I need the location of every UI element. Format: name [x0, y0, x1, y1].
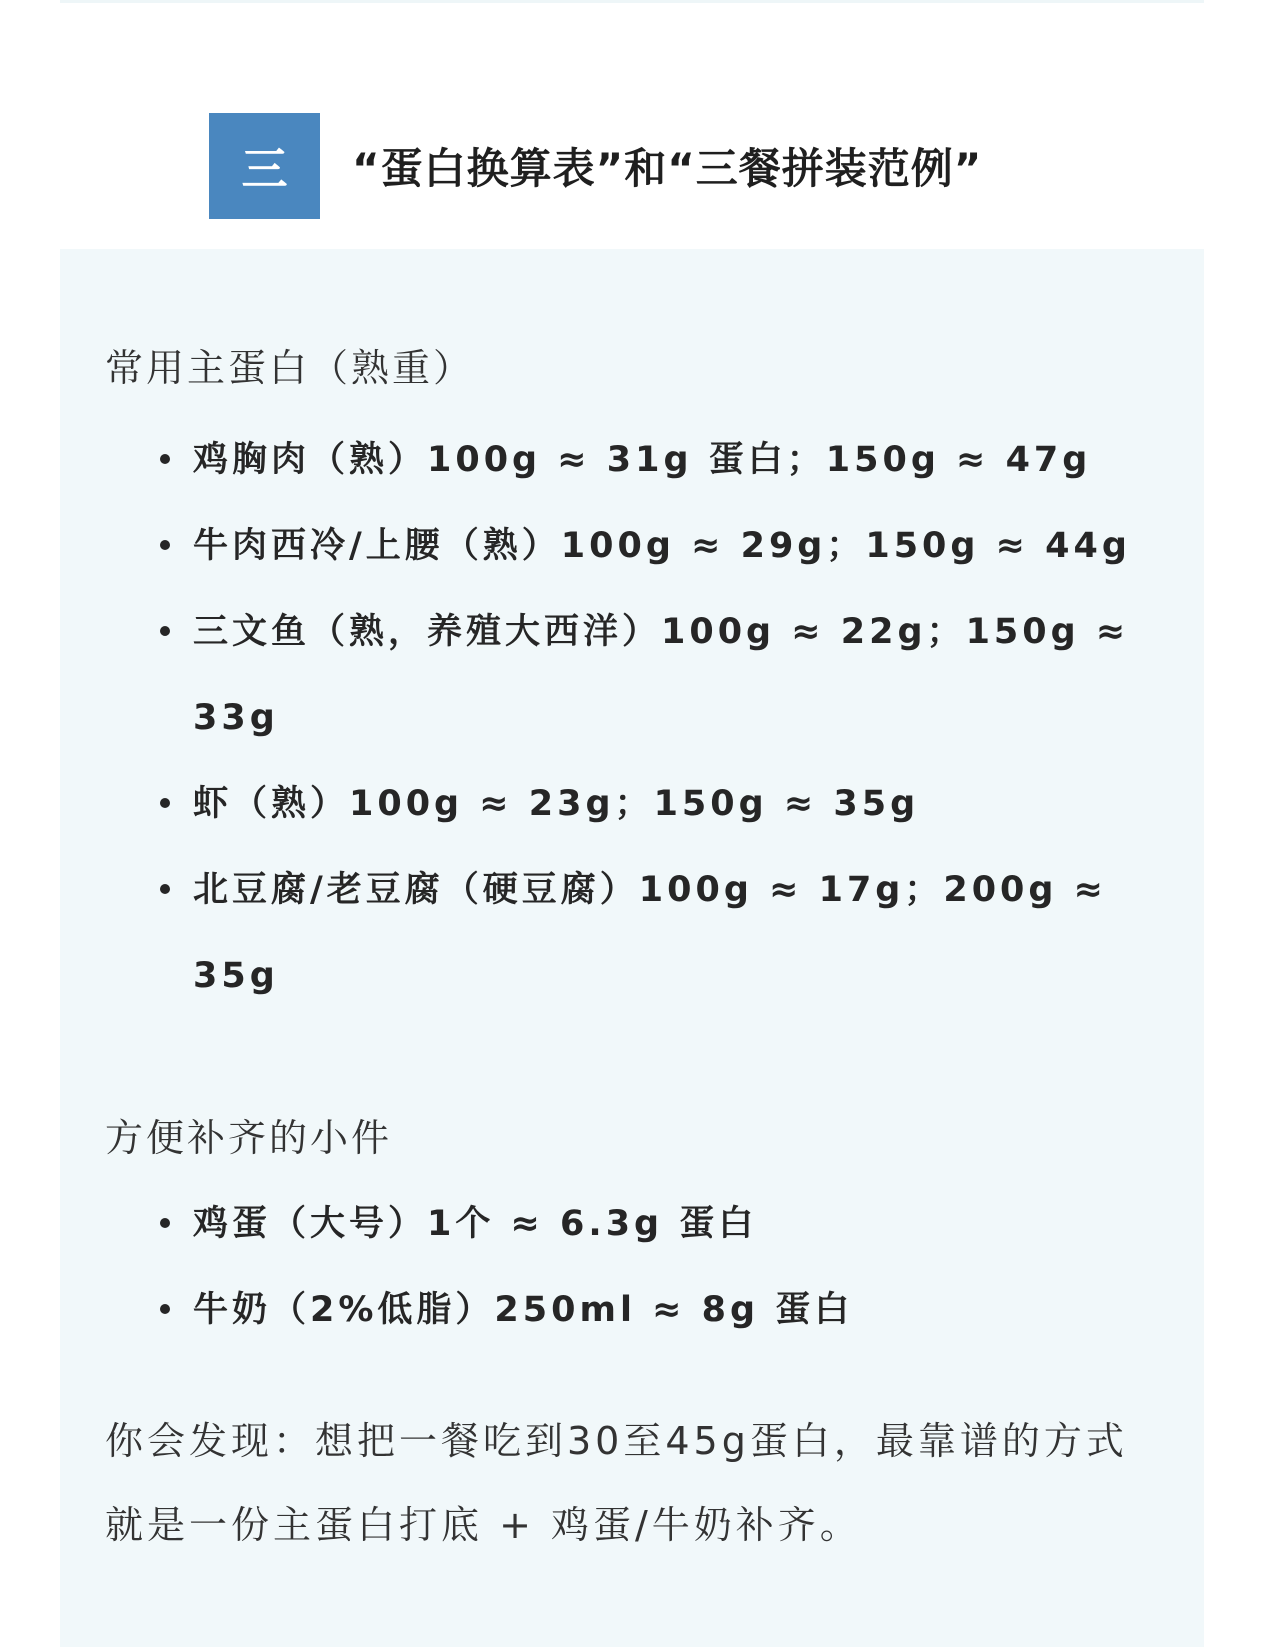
bullet-icon: [160, 847, 188, 933]
bullet-icon: [160, 1181, 188, 1267]
summary-paragraph: 你会发现：想把一餐吃到30至45g蛋白，最靠谱的方式就是一份主蛋白打底 + 鸡蛋/牛奶补齐。: [105, 1419, 1128, 1547]
list-item: 牛奶（2%低脂）250ml ≈ 8g 蛋白: [160, 1267, 1170, 1353]
section-title: “蛋白换算表”和“三餐拼装范例”: [352, 144, 983, 193]
section-header: [209, 113, 982, 219]
list-item: 牛肉西冷/上腰（熟）100g ≈ 29g；150g ≈ 44g: [160, 503, 1170, 589]
bullet-icon: [160, 589, 188, 675]
group-heading-supplements: 方便补齐的小件: [105, 1116, 393, 1160]
list-item: 北豆腐/老豆腐（硬豆腐）100g ≈ 17g；200g ≈ 35g: [160, 847, 1170, 1019]
bullet-icon: [160, 503, 188, 589]
content-panel: [60, 249, 1204, 1647]
list-item: 鸡胸肉（熟）100g ≈ 31g 蛋白；150g ≈ 47g: [160, 417, 1170, 503]
bullet-icon: [160, 1267, 188, 1353]
bullet-icon: [160, 417, 188, 503]
bullet-icon: [160, 761, 188, 847]
group-heading-main-protein: 常用主蛋白（熟重）: [105, 346, 475, 390]
list-item: 虾（熟）100g ≈ 23g；150g ≈ 35g: [160, 761, 1170, 847]
list-item: 三文鱼（熟，养殖大西洋）100g ≈ 22g；150g ≈ 33g: [160, 589, 1170, 761]
section-number-badge: 三: [209, 113, 320, 219]
top-divider: [60, 0, 1204, 3]
list-item: 鸡蛋（大号）1个 ≈ 6.3g 蛋白: [160, 1181, 1170, 1267]
